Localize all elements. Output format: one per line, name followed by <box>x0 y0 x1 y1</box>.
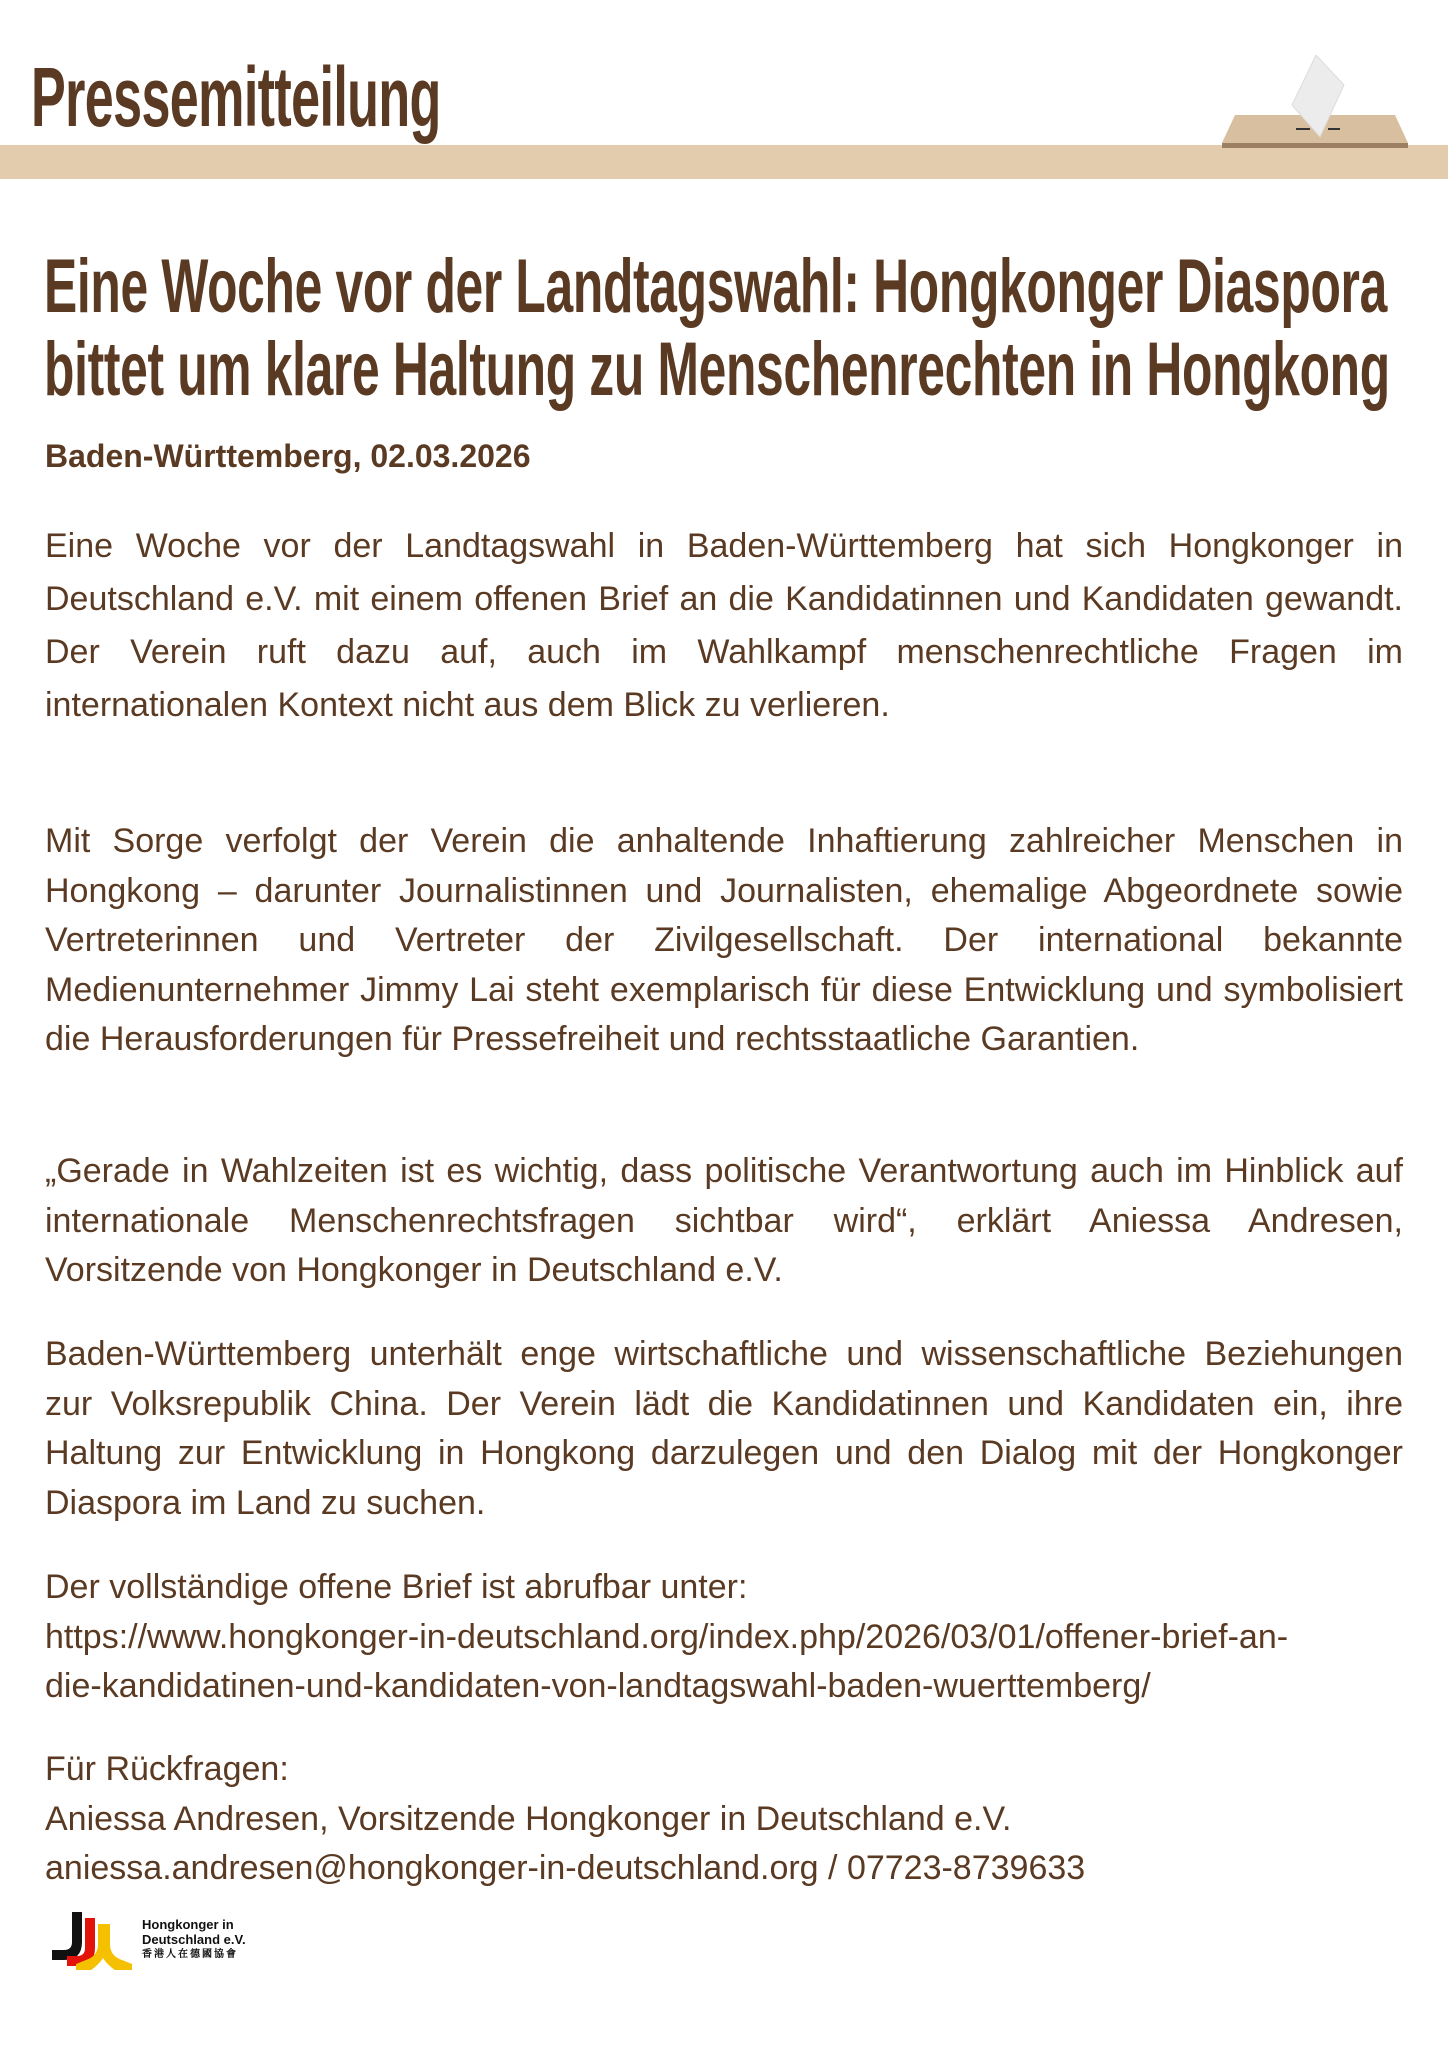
body-paragraph: Baden-Württemberg unterhält enge wirtschaftliche und wissenschaftliche Beziehungen zur Volksrepublik China. Der Verein lädt die Kandidatinnen und Kandidaten ein, ihre Haltung zur Entwicklung in Hongkong darzulegen und den Dialog mit der Hongkonger Diaspora im Land zu suchen. <box>45 1335 1403 1522</box>
organization-logo <box>50 1905 270 1975</box>
logo-text-chinese: 香港人在德國協會 <box>142 1949 238 1960</box>
logo-text-line-1: Hongkonger in <box>142 1917 234 1932</box>
quote-paragraph: „Gerade in Wahlzeiten ist es wichtig, dass politische Verantwortung auch im Hinblick auf internationale Menschenrechtsfragen sichtbar wird“, erklärt Aniessa Andresen, Vorsitzende von Hongkonger in Deutschland e.V. <box>45 1152 1403 1289</box>
letter-url-link[interactable]: https://www.hongkonger-in-deutschland.org/index.php/2026/03/01/offener-brief-an- <box>45 1617 1289 1656</box>
headline-line-1: Eine Woche vor der Landtagswahl: Hongkonger Diaspora <box>44 244 1387 329</box>
dateline: Baden-Württemberg, 02.03.2026 <box>45 438 531 474</box>
letter-url-link-continued[interactable]: die-kandidatinen-und-kandidaten-von-landtagswahl-baden-wuerttemberg/ <box>45 1667 1151 1705</box>
header-band <box>0 145 1448 179</box>
contact-email-link[interactable]: aniessa.andresen@hongkonger-in-deutschland.org <box>45 1849 819 1887</box>
contact-section <box>45 1745 1085 1894</box>
contact-phone: 07723-8739633 <box>846 1849 1086 1887</box>
headline-line-2: bittet um klare Haltung zu Menschenrechten in Hongkong <box>44 327 1390 412</box>
contact-details <box>45 1844 1085 1894</box>
contact-name: Aniessa Andresen, Vorsitzende Hongkonger in Deutschland e.V. <box>45 1799 1012 1838</box>
body-paragraph: Mit Sorge verfolgt der Verein die anhaltende Inhaftierung zahlreicher Menschen in Hongkong – darunter Journalistinnen und Journalisten, ehemalige Abgeordnete sowie Vertreterinnen und Vertreter der Zivilgesellschaft. Der international bekannte Medienunternehmer Jimmy Lai steht exemplarisch für diese Entwicklung und symbolisiert die Herausforderungen für Pressefreiheit und rechtsstaatliche Garantien. <box>45 822 1403 1058</box>
letter-link-section <box>45 1563 1288 1712</box>
document-type-label: Pressemitteilung <box>31 50 441 144</box>
logo-mark-icon <box>50 1910 135 1970</box>
body-paragraph: Eine Woche vor der Landtagswahl in Baden-Württemberg hat sich Hongkonger in Deutschland e.V. mit einem offenen Brief an die Kandidatinnen und Kandidaten gewandt. Der Verein ruft dazu auf, auch im Wahlkampf menschenrechtliche Fragen im internationalen Kontext nicht aus dem Blick zu verlieren. <box>45 527 1403 724</box>
contact-label: Für Rückfragen: <box>45 1750 289 1788</box>
logo-text-line-2: Deutschland e.V. <box>142 1932 246 1947</box>
ballot-box-icon <box>1210 55 1420 150</box>
contact-separator: / <box>818 1849 847 1887</box>
letter-link-intro: Der vollständige offene Brief ist abrufbar unter: <box>45 1568 748 1606</box>
